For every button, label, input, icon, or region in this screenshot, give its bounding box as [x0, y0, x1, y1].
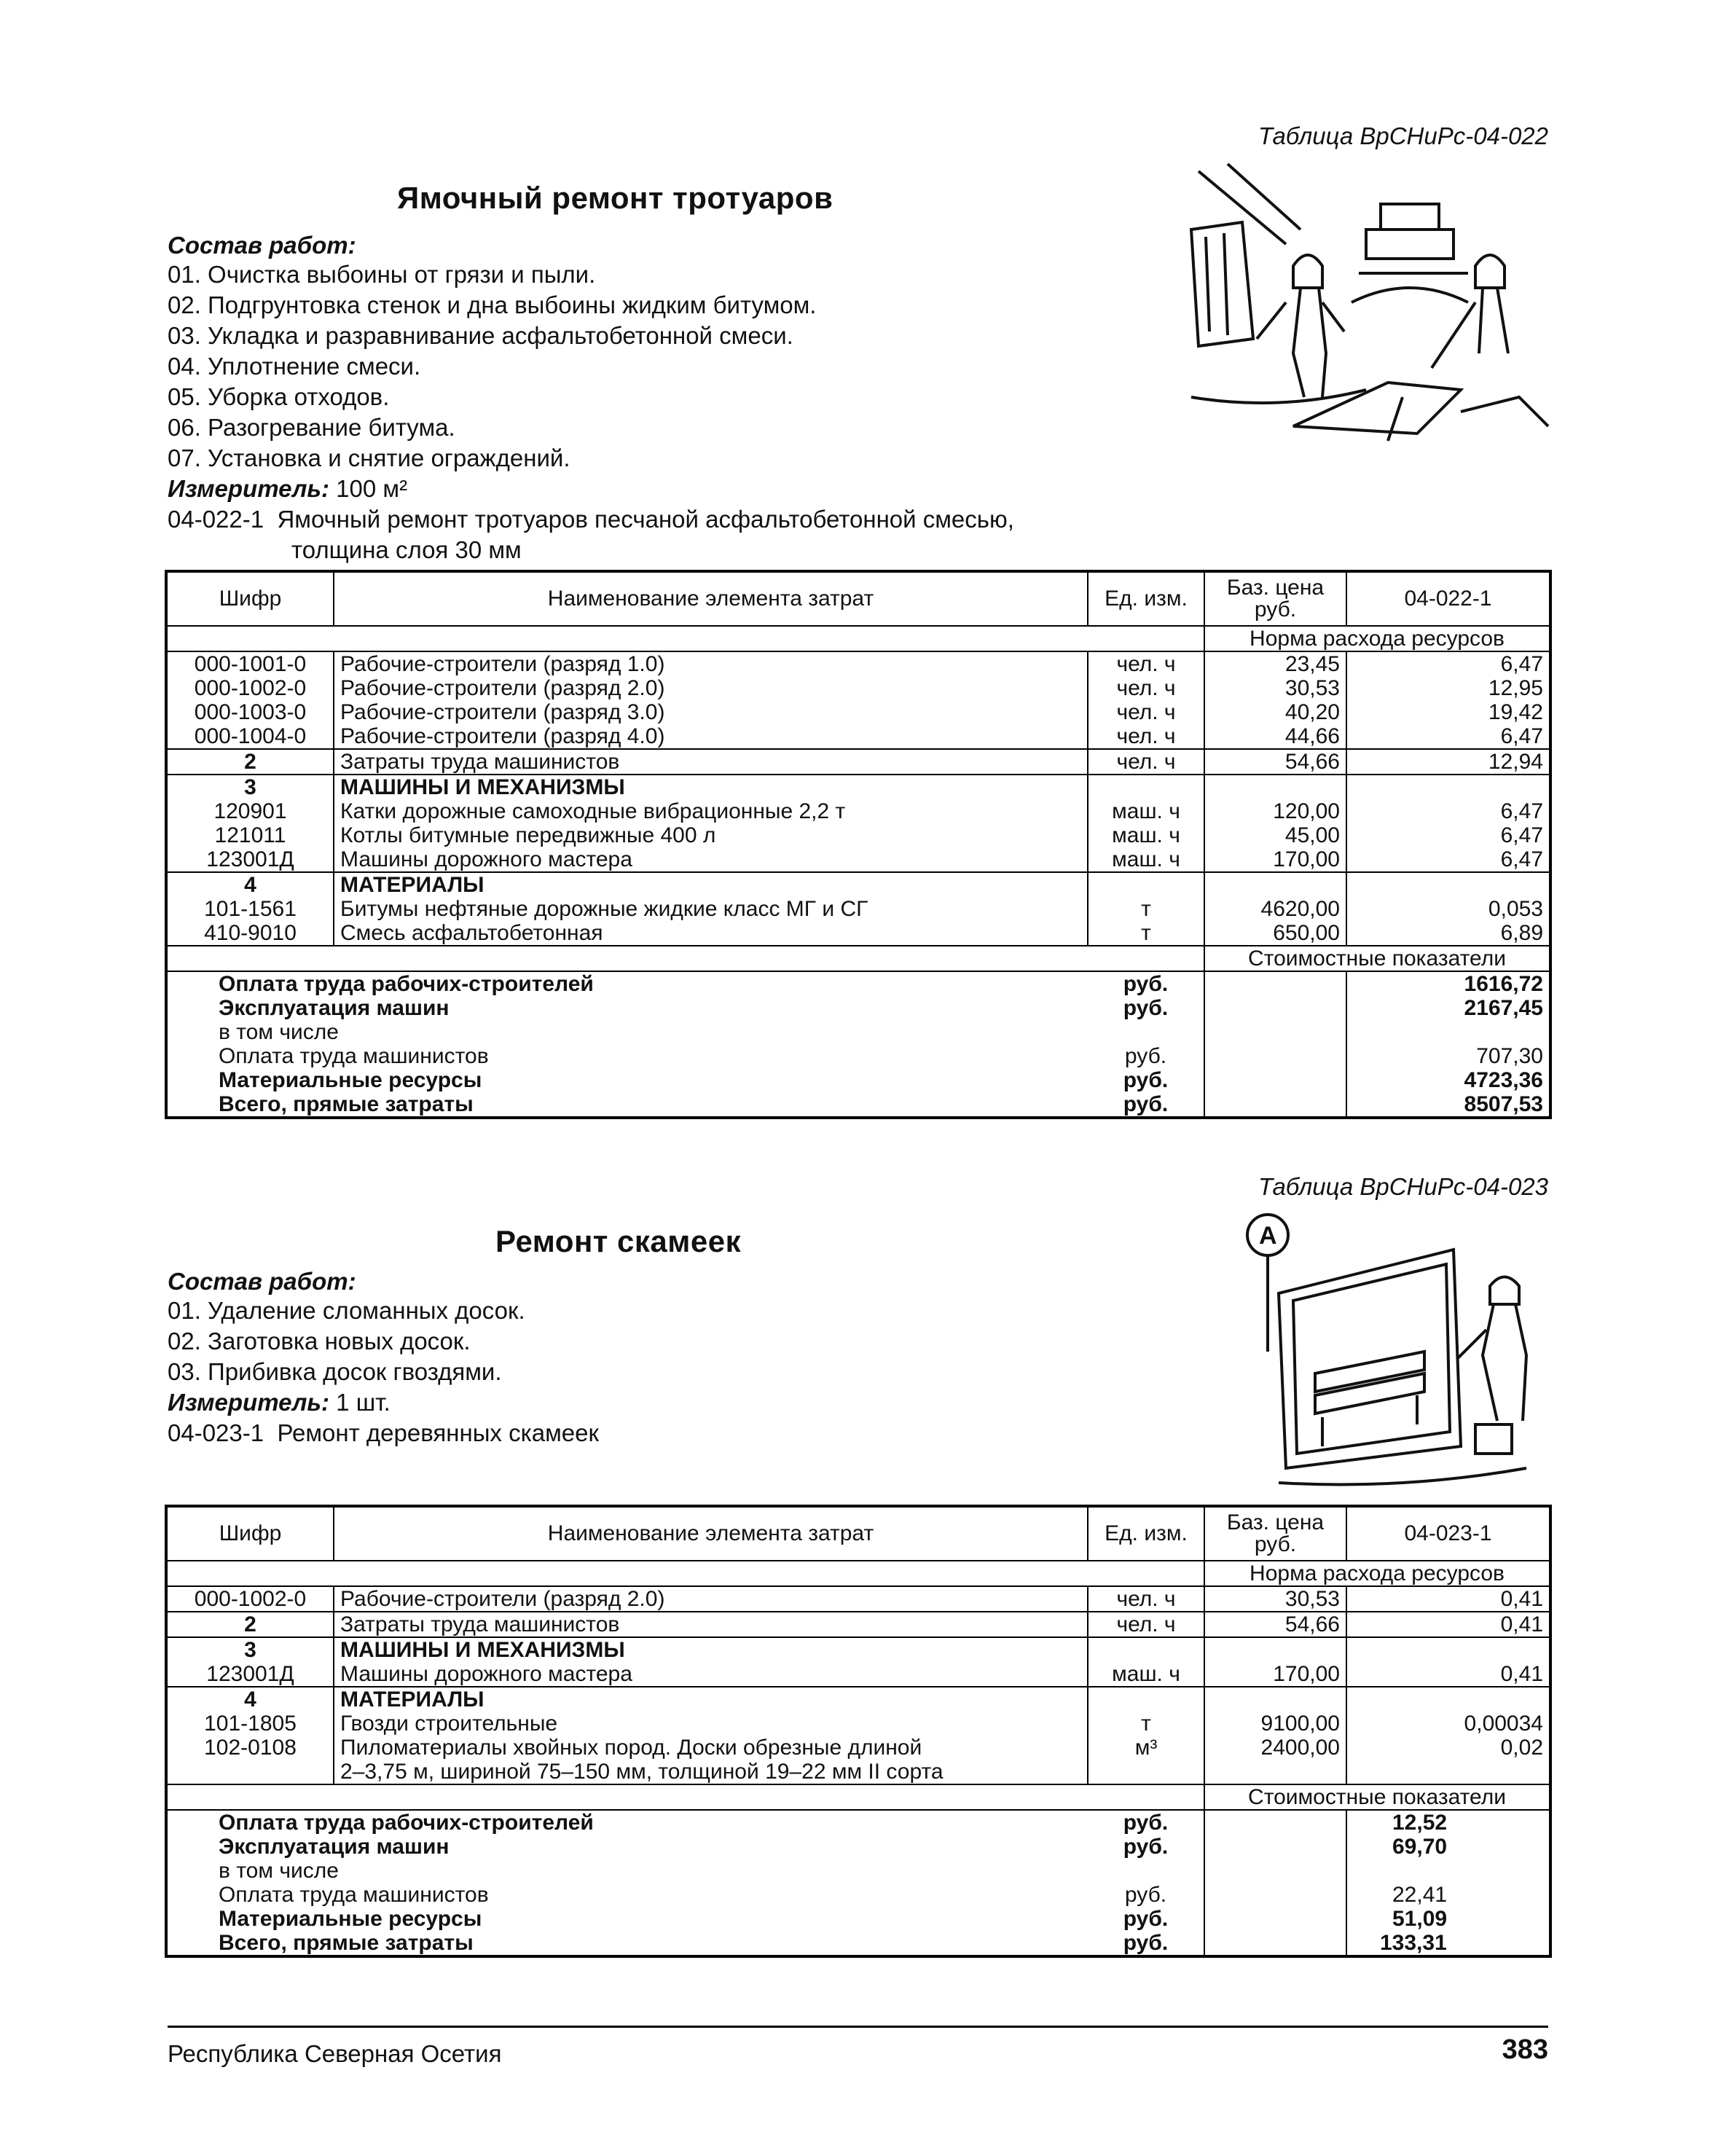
- row-price: 23,45: [1204, 651, 1346, 676]
- bench-repair-illustration: [1235, 1206, 1556, 1497]
- composition-label: Состав работ:: [168, 232, 356, 259]
- section-row: [166, 1687, 1550, 1712]
- row-code: 000-1002-0: [166, 1586, 334, 1612]
- summary-name: Эксплуатация машин: [219, 996, 450, 1020]
- summary-name: Эксплуатация машин: [219, 1835, 450, 1859]
- row-value: 0,00034: [1464, 1712, 1543, 1736]
- header-name: Наименование элемента затрат: [334, 571, 1088, 626]
- table-row-continuation: [166, 1760, 1550, 1784]
- work-item: 01. Очистка выбоины от грязи и пыли.: [168, 261, 596, 288]
- row-unit: чел. ч: [1088, 700, 1204, 724]
- summary-unit: руб.: [1088, 1835, 1204, 1859]
- header-price-line1: Баз. цена: [1226, 1510, 1325, 1534]
- row-code: 2: [166, 749, 334, 775]
- summary-row: [166, 1020, 1550, 1044]
- table-row: [166, 1612, 1550, 1637]
- table-row: [166, 1736, 1550, 1760]
- summary-name: в том числе: [219, 1020, 339, 1044]
- header-price: [1204, 571, 1346, 626]
- summary-unit: [1088, 1859, 1204, 1883]
- row-code: 3: [166, 1637, 334, 1662]
- row-value: 6,47: [1500, 799, 1543, 823]
- row-unit: чел. ч: [1088, 1612, 1204, 1637]
- row-code: 3: [166, 775, 334, 799]
- norm-band-row: [166, 1561, 1550, 1586]
- summary-value: 707,30: [1476, 1044, 1543, 1068]
- row-price: 9100,00: [1204, 1712, 1346, 1736]
- table-row: [166, 724, 1550, 749]
- header-price-line1: Баз. цена: [1226, 576, 1325, 600]
- header-price: [1204, 1506, 1346, 1561]
- row-name: Смесь асфальтобетонная: [334, 921, 1088, 946]
- row-name: МАШИНЫ И МЕХАНИЗМЫ: [334, 775, 1088, 799]
- header-column-code: 04-022-1: [1346, 571, 1550, 626]
- row-code: 4: [166, 872, 334, 897]
- row-unit: [1088, 1760, 1204, 1784]
- row-price: 170,00: [1204, 1662, 1346, 1687]
- work-item: 07. Установка и снятие ограждений.: [168, 444, 570, 471]
- rate-line: [168, 1418, 599, 1449]
- summary-row: [166, 1907, 1550, 1931]
- row-code: 2: [166, 1612, 334, 1637]
- rate-line: [168, 504, 1014, 535]
- row-value: [1346, 1687, 1550, 1712]
- summary-unit: руб.: [1088, 996, 1204, 1020]
- table-row: [166, 823, 1550, 847]
- table-row: [166, 651, 1550, 676]
- table-caption: Таблица ВрСНиРс-04-023: [1258, 1173, 1548, 1200]
- summary-name: Оплата труда машинистов: [219, 1044, 489, 1068]
- row-unit: т: [1088, 897, 1204, 921]
- summary-name: Оплата труда рабочих-строителей: [219, 1811, 594, 1835]
- summary-name: Оплата труда машинистов: [219, 1883, 489, 1907]
- row-price: [1204, 872, 1346, 897]
- summary-name: Материальные ресурсы: [219, 1907, 482, 1931]
- work-item: 03. Прибивка досок гвоздями.: [168, 1358, 502, 1385]
- row-price: [1204, 1637, 1346, 1662]
- row-name: Машины дорожного мастера: [334, 847, 1088, 872]
- row-value: 6,47: [1346, 724, 1550, 749]
- summary-row: [166, 1931, 1550, 1956]
- works-block: [168, 232, 1014, 565]
- row-name: Рабочие-строители (разряд 2.0): [334, 676, 1088, 700]
- row-value: 0,41: [1346, 1662, 1550, 1687]
- row-value: 6,47: [1346, 847, 1550, 872]
- row-unit: чел. ч: [1088, 676, 1204, 700]
- summary-name: Всего, прямые затраты: [219, 1931, 474, 1955]
- footer-region: Республика Северная Осетия: [168, 2040, 502, 2067]
- row-unit: [1088, 1637, 1204, 1662]
- header-unit: Ед. изм.: [1088, 571, 1204, 626]
- row-code: [166, 1760, 334, 1784]
- summary-row: [166, 1835, 1550, 1859]
- row-price: 30,53: [1204, 676, 1346, 700]
- norm-band-row: [166, 626, 1550, 651]
- summary-unit: руб.: [1088, 1907, 1204, 1931]
- row-price: [1204, 775, 1346, 799]
- row-price: 30,53: [1204, 1586, 1346, 1612]
- summary-name: Оплата труда рабочих-строителей: [219, 972, 594, 996]
- summary-row: [166, 971, 1550, 996]
- summary-row: [166, 996, 1550, 1020]
- row-unit: т: [1088, 921, 1204, 946]
- row-price: [1204, 1687, 1346, 1712]
- summary-unit: руб.: [1088, 1931, 1204, 1956]
- row-value: 0,41: [1346, 1586, 1550, 1612]
- row-value: 0,053: [1488, 897, 1543, 921]
- table-header-row: [166, 1506, 1550, 1561]
- row-name: Затраты труда машинистов: [334, 1612, 1088, 1637]
- row-name: Пиломатериалы хвойных пород. Доски обрезные длиной: [334, 1736, 1088, 1760]
- row-value: 12,95: [1488, 676, 1543, 700]
- summary-value: [1346, 1859, 1550, 1883]
- summary-value: 12,52: [1392, 1811, 1448, 1835]
- header-name: Наименование элемента затрат: [334, 1506, 1088, 1561]
- section-title: Ремонт скамеек: [495, 1224, 742, 1258]
- table-row: [166, 749, 1550, 775]
- row-price: 120,00: [1204, 799, 1346, 823]
- work-item: 01. Удаление сломанных досок.: [168, 1297, 525, 1324]
- row-name: Гвозди строительные: [334, 1712, 1088, 1736]
- summary-value: 22,41: [1392, 1883, 1448, 1907]
- row-code: 410-9010: [166, 921, 334, 946]
- cost-band-label: Стоимостные показатели: [1204, 946, 1550, 971]
- summary-name: в том числе: [219, 1859, 339, 1883]
- row-code: 123001Д: [166, 1662, 334, 1687]
- summary-row: [166, 1859, 1550, 1883]
- header-unit: Ед. изм.: [1088, 1506, 1204, 1561]
- section-row: [166, 1637, 1550, 1662]
- table-row: [166, 1712, 1550, 1736]
- work-item: 05. Уборка отходов.: [168, 383, 390, 410]
- summary-value: 4723,36: [1464, 1068, 1543, 1092]
- row-unit: [1088, 775, 1204, 799]
- row-value: 6,89: [1346, 921, 1550, 946]
- row-name: Катки дорожные самоходные вибрационные 2,2 т: [334, 799, 1088, 823]
- row-value: 6,47: [1500, 823, 1543, 847]
- row-name: Котлы битумные передвижные 400 л: [334, 823, 1088, 847]
- row-name: МАТЕРИАЛЫ: [334, 872, 1088, 897]
- work-item: 02. Заготовка новых досок.: [168, 1328, 471, 1355]
- header-price-line2: руб.: [1254, 597, 1297, 622]
- cost-band-row: [166, 1784, 1550, 1810]
- row-unit: т: [1088, 1712, 1204, 1736]
- summary-unit: руб.: [1088, 1068, 1204, 1092]
- work-item: 04. Уплотнение смеси.: [168, 353, 421, 380]
- row-value: 19,42: [1488, 700, 1543, 724]
- summary-row: [166, 1883, 1550, 1907]
- row-value: [1346, 1760, 1550, 1784]
- footer-divider: [168, 2026, 1548, 2028]
- row-price: 2400,00: [1204, 1736, 1346, 1760]
- norm-band-label: Норма расхода ресурсов: [1204, 626, 1550, 651]
- work-item: 06. Разогревание битума.: [168, 414, 455, 441]
- row-value: 0,41: [1346, 1612, 1550, 1637]
- row-unit: маш. ч: [1088, 1662, 1204, 1687]
- table-row: [166, 676, 1550, 700]
- row-name: Рабочие-строители (разряд 2.0): [334, 1586, 1088, 1612]
- road-workers-illustration: [1184, 157, 1563, 448]
- summary-unit: руб.: [1088, 1810, 1204, 1835]
- summary-value: 2167,45: [1464, 996, 1543, 1020]
- row-price: [1204, 1760, 1346, 1784]
- row-unit: чел. ч: [1088, 749, 1204, 775]
- summary-value: 51,09: [1392, 1907, 1448, 1931]
- summary-value: 69,70: [1392, 1835, 1448, 1859]
- row-name: МАШИНЫ И МЕХАНИЗМЫ: [334, 1637, 1088, 1662]
- row-name: Рабочие-строители (разряд 3.0): [334, 700, 1088, 724]
- meter-label: Измеритель:: [168, 1389, 329, 1416]
- row-price: 650,00: [1204, 921, 1346, 946]
- row-code: 102-0108: [166, 1736, 334, 1760]
- page-number: 383: [1502, 2034, 1548, 2065]
- table-header-row: [166, 571, 1550, 626]
- table-row: [166, 847, 1550, 872]
- row-name: Машины дорожного мастера: [334, 1662, 1088, 1687]
- composition-label: Состав работ:: [168, 1268, 356, 1295]
- row-price: 40,20: [1204, 700, 1346, 724]
- row-name: Рабочие-строители (разряд 4.0): [334, 724, 1088, 749]
- meter-value: 1 шт.: [336, 1389, 391, 1416]
- header-column-code: 04-023-1: [1346, 1506, 1550, 1561]
- header-code: Шифр: [166, 571, 334, 626]
- rate-description: Ремонт деревянных скамеек: [277, 1419, 599, 1446]
- row-name: Затраты труда машинистов: [334, 749, 1088, 775]
- row-unit: [1088, 1687, 1204, 1712]
- row-unit: маш. ч: [1088, 823, 1204, 847]
- row-name: 2–3,75 м, шириной 75–150 мм, толщиной 19–22 мм II сорта: [334, 1760, 1088, 1784]
- summary-unit: руб.: [1088, 1883, 1204, 1907]
- summary-row: [166, 1068, 1550, 1092]
- row-code: 000-1001-0: [166, 651, 334, 676]
- row-code: 121011: [166, 823, 334, 847]
- row-code: 000-1003-0: [166, 700, 334, 724]
- row-name: Битумы нефтяные дорожные жидкие класс МГ и СГ: [334, 897, 1088, 921]
- row-unit: [1088, 872, 1204, 897]
- row-code: 123001Д: [166, 847, 334, 872]
- row-unit: м³: [1088, 1736, 1204, 1760]
- summary-row: [166, 1092, 1550, 1118]
- row-price: 170,00: [1204, 847, 1346, 872]
- row-code: 000-1004-0: [166, 724, 334, 749]
- cost-band-label: Стоимостные показатели: [1204, 1784, 1550, 1810]
- row-value: [1346, 872, 1550, 897]
- rate-description: Ямочный ремонт тротуаров песчаной асфальтобетонной смесью,: [277, 506, 1014, 533]
- row-price: 45,00: [1204, 823, 1346, 847]
- work-item: 02. Подгрунтовка стенок и дна выбоины жидким битумом.: [168, 291, 817, 318]
- work-item: 03. Укладка и разравнивание асфальтобетонной смеси.: [168, 322, 793, 349]
- section-title: Ямочный ремонт тротуаров: [397, 181, 833, 215]
- row-value: 0,02: [1500, 1736, 1543, 1760]
- row-code: 4: [166, 1687, 334, 1712]
- row-code: 101-1561: [166, 897, 334, 921]
- row-price: 44,66: [1204, 724, 1346, 749]
- row-value: [1346, 775, 1550, 799]
- summary-unit: руб.: [1088, 1044, 1204, 1068]
- summary-value: 133,31: [1380, 1931, 1447, 1955]
- cost-table-04-023: [165, 1505, 1552, 1958]
- meter-value: 100 м²: [336, 475, 408, 502]
- works-block: [168, 1268, 599, 1449]
- table-row: [166, 1662, 1550, 1687]
- summary-value: 8507,53: [1464, 1092, 1543, 1116]
- row-value: [1346, 1637, 1550, 1662]
- summary-value: [1346, 1020, 1550, 1044]
- row-unit: чел. ч: [1088, 1586, 1204, 1612]
- badge-letter: A: [1259, 1222, 1277, 1250]
- rate-code: 04-023-1: [168, 1419, 264, 1446]
- row-unit: чел. ч: [1088, 651, 1204, 676]
- table-caption: Таблица ВрСНиРс-04-022: [1258, 122, 1548, 149]
- meter-line: [168, 474, 1014, 504]
- row-unit: маш. ч: [1088, 847, 1204, 872]
- meter-label: Измеритель:: [168, 475, 329, 502]
- summary-row: [166, 1810, 1550, 1835]
- summary-unit: руб.: [1088, 971, 1204, 996]
- table-row: [166, 921, 1550, 946]
- row-unit: чел. ч: [1088, 724, 1204, 749]
- rate-line-2: толщина слоя 30 мм: [291, 536, 522, 563]
- row-price: 4620,00: [1204, 897, 1346, 921]
- table-row: [166, 897, 1550, 921]
- table-row: [166, 700, 1550, 724]
- section-row: [166, 775, 1550, 799]
- row-code: 000-1002-0: [166, 676, 334, 700]
- rate-code: 04-022-1: [168, 506, 264, 533]
- meter-line: [168, 1387, 599, 1418]
- table-row: [166, 1586, 1550, 1612]
- summary-value: 1616,72: [1464, 972, 1543, 996]
- row-value: 12,94: [1346, 749, 1550, 775]
- row-price: 54,66: [1204, 749, 1346, 775]
- cost-band-row: [166, 946, 1550, 971]
- row-name: Рабочие-строители (разряд 1.0): [334, 651, 1088, 676]
- row-name: МАТЕРИАЛЫ: [334, 1687, 1088, 1712]
- summary-name: Материальные ресурсы: [219, 1068, 482, 1092]
- summary-row: [166, 1044, 1550, 1068]
- row-code: 120901: [166, 799, 334, 823]
- header-code: Шифр: [166, 1506, 334, 1561]
- header-price-line2: руб.: [1254, 1532, 1297, 1556]
- summary-unit: руб.: [1088, 1092, 1204, 1118]
- summary-unit: [1088, 1020, 1204, 1044]
- row-value: 6,47: [1500, 652, 1543, 676]
- row-unit: маш. ч: [1088, 799, 1204, 823]
- row-price: 54,66: [1204, 1612, 1346, 1637]
- section-row: [166, 872, 1550, 897]
- cost-table-04-022: [165, 570, 1552, 1119]
- table-row: [166, 799, 1550, 823]
- norm-band-label: Норма расхода ресурсов: [1204, 1561, 1550, 1586]
- summary-name: Всего, прямые затраты: [219, 1092, 474, 1116]
- row-code: 101-1805: [166, 1712, 334, 1736]
